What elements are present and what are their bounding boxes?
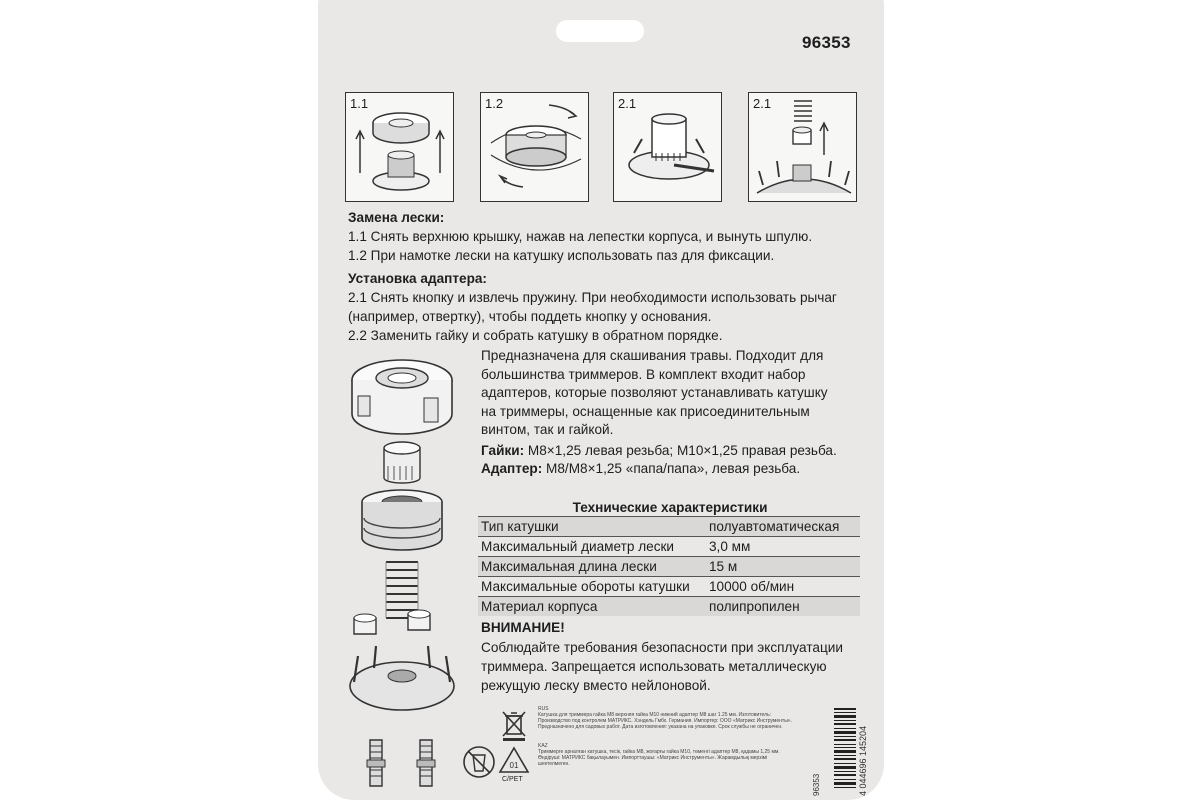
table-row — [478, 517, 860, 537]
spec-value: полипропилен — [706, 597, 860, 617]
nut-replacement-drawing — [749, 93, 858, 203]
spool-cap-removal-drawing — [346, 93, 455, 203]
table-row — [478, 537, 860, 557]
step-illustration-1-2 — [480, 92, 589, 202]
fine-print-text: Катушка для триммера гайка М8 верхняя гайка М10 нижний адаптер М8 шаг 1.25 мм. Изготовитель: Производство под контролем МАТРИКС. Хэндель Гмбх. Германия. Импортер: ООО «Матрикс Инструменты». Предназначено для садовых работ. Дата изготовления: указана на упаковке. Срок службы не ограничен. — [538, 712, 792, 730]
line-replace-heading: Замена лески: — [348, 210, 445, 225]
spec-label: Материал корпуса — [478, 597, 706, 617]
exploded-spool-drawing — [340, 350, 468, 800]
warning-line: триммера. Запрещается использовать металлическую — [481, 659, 827, 674]
adapter-label: Адаптер: — [481, 461, 543, 476]
warning-heading: ВНИМАНИЕ! — [481, 620, 565, 635]
article-number: 96353 — [802, 33, 851, 52]
adapter-spec — [481, 461, 800, 476]
spec-label: Максимальная длина лески — [478, 557, 706, 577]
spec-label: Тип катушки — [478, 517, 706, 537]
adapter-value: М8/М8×1,25 «папа/папа», левая резьба. — [542, 461, 801, 476]
description-line: адаптеров, которые позволяют устанавливать катушку — [481, 385, 828, 401]
spec-label: Максимальный диаметр лески — [478, 537, 706, 557]
step-illustration-2-2 — [748, 92, 857, 202]
warning-line: Соблюдайте требования безопасности при эксплуатации — [481, 640, 843, 655]
table-row — [478, 577, 860, 597]
recycle-code: 01 — [509, 761, 519, 770]
step-illustration-1-1 — [345, 92, 454, 202]
nuts-value: М8×1,25 левая резьба; М10×1,25 правая резьба. — [524, 443, 837, 458]
line-winding-drawing — [481, 93, 590, 203]
description-line: винтом, так и гайкой. — [481, 422, 614, 438]
instructions-section — [348, 208, 837, 345]
description-line: Предназначена для скашивания травы. Подходит для — [481, 348, 824, 363]
tech-specs-title: Технические характеристики — [572, 500, 768, 515]
recycle-label: C/PET — [502, 776, 523, 783]
instruction-line: 1.1 Снять верхнюю крышку, нажав на лепестки корпуса, и вынуть шпулю. — [348, 229, 813, 244]
fine-print-rus — [538, 706, 798, 730]
step-number: 2.1 — [753, 96, 772, 111]
fine-print-tag: KAZ — [538, 743, 548, 749]
description-line: на триммеры, оснащенные как присоединительным — [481, 403, 810, 419]
warning-text — [481, 638, 866, 695]
nuts-spec — [481, 443, 837, 458]
nuts-label: Гайки: — [481, 443, 525, 458]
fine-print-tag: RUS — [538, 706, 549, 712]
description-line: большинства триммеров. В комплект входит набор — [481, 366, 806, 382]
table-row — [478, 597, 860, 617]
instruction-line: 2.1 Снять кнопку и извлечь пружину. При необходимости использовать рычаг — [348, 290, 837, 305]
instruction-line: 2.2 Заменить гайку и собрать катушку в обратном порядке. — [348, 328, 723, 343]
instruction-line: 1.2 При намотке лески на катушку использовать паз для фиксации. — [348, 248, 775, 263]
warning-line: режущую леску вместо нейлоновой. — [481, 678, 711, 693]
side-article-number: 96353 — [812, 773, 821, 796]
spec-label: Максимальные обороты катушки — [478, 577, 706, 597]
tech-specs-table — [478, 516, 860, 616]
spec-value: 10000 об/мин — [706, 577, 860, 597]
adapter-heading: Установка адаптера: — [348, 271, 487, 286]
fine-print-text: Триммерге арналған катушка, тесік, гайка М8, жоғарғы гайка М10, төменгі адаптер М8, қадамы 1,25 мм. Өндіруші: МАТРИКС бақылауымен. Импорттаушы: «Матрикс Инструменты». Жарамдылық мерзімі шектелмеген. — [538, 749, 780, 767]
no-dispose-icon — [462, 745, 496, 779]
barcode-number: 4 044696 145204 — [858, 725, 868, 796]
spec-value: полуавтоматическая — [706, 517, 860, 537]
product-description — [481, 347, 861, 440]
no-trash-bin-icon — [500, 708, 528, 742]
barcode — [832, 706, 858, 790]
table-row — [478, 557, 860, 577]
spec-value: 15 м — [706, 557, 860, 577]
step-number: 2.1 — [618, 96, 637, 111]
step-number: 1.2 — [485, 96, 504, 111]
step-illustration-2-1 — [613, 92, 722, 202]
fine-print-kaz — [538, 743, 798, 767]
hang-hole — [556, 20, 644, 42]
spec-value: 3,0 мм — [706, 537, 860, 557]
recycle-pet-icon — [497, 745, 531, 779]
button-removal-drawing — [614, 93, 723, 203]
step-number: 1.1 — [350, 96, 369, 111]
instruction-line: (например, отвертку), чтобы поддеть кнопку у основания. — [348, 309, 712, 324]
